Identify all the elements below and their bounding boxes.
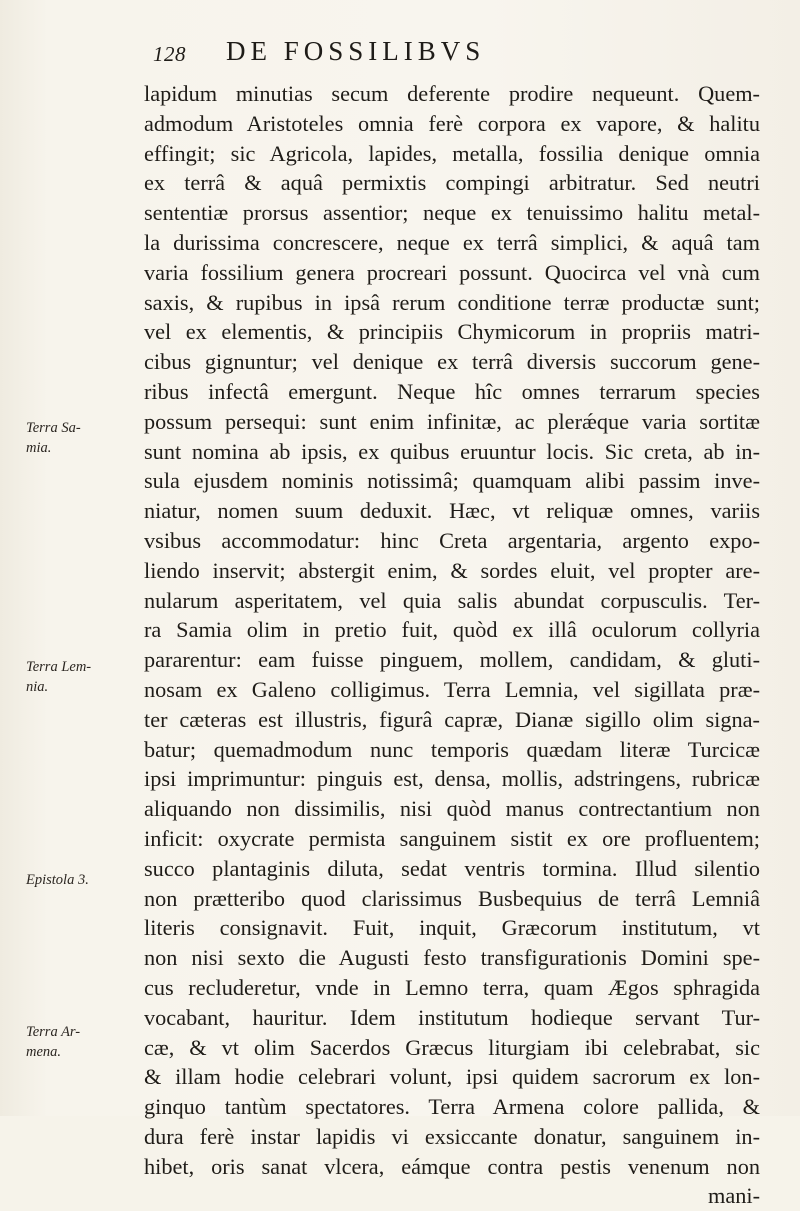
margin-note-epistola [26,870,140,890]
margin-note-line: Epistola 3. [26,872,89,888]
text-line: dura ferè instar lapidis vi exsiccante donatur, sanguinem in- [144,1123,760,1149]
text-line: liendo inservit; abstergit enim, & sordes eluit, vel propter are- [144,557,760,583]
margin-note-line: mena. [26,1044,62,1060]
text-line: nosam ex Galeno colligimus. Terra Lemnia, vel sigillata præ- [144,676,760,702]
text-line: succo plantaginis diluta, sedat ventris tormina. Illud silentio [144,855,760,881]
text-line: lapidum minutias secum deferente prodire nequeunt. Quem- [144,81,760,106]
text-line: nularum asperitatem, vel quia salis abundat corpusculis. Ter- [144,587,760,613]
text-line: ter cæteras est illustris, figurâ capræ, Dianæ sigillo olim signa- [144,706,760,732]
text-line: ra Samia olim in pretio fuit, quòd ex illâ oculorum collyria [144,617,760,643]
text-line: ginquo tantùm spectatores. Terra Armena colore pallida, & [144,1094,760,1120]
text-line: vocabant, hauritur. Idem institutum hodieque servant Tur- [144,1004,760,1030]
text-line: ribus infectâ emergunt. Neque hîc omnes terrarum species [144,378,760,404]
text-line: cibus gignuntur; vel denique ex terrâ diversis succorum gene- [144,349,760,375]
margin-note-line: Terra Ar- [26,1024,81,1040]
text-line: la durissima concrescere, neque ex terrâ simplici, & aquâ tam [144,229,760,255]
text-line: sententiæ prorsus assentior; neque ex tenuissimo halitu metal- [144,200,760,226]
text-line: admodum Aristoteles omnia ferè corpora ex vapore, & halitu [144,110,760,136]
text-line: sula ejusdem nominis notissimâ; quamquam alibi passim inve- [144,468,760,494]
text-line: varia fossilium genera procreari possunt. Quocirca vel vnà cum [144,259,760,285]
text-line: cæ, & vt olim Sacerdos Græcus liturgiam ibi celebrabat, sic [144,1034,760,1060]
page-number: 128 [153,42,186,66]
text-line: batur; quemadmodum nunc temporis quædam literæ Turcicæ [144,736,760,762]
text-line: mani- [707,1183,760,1209]
text-line: possum persequi: sunt enim infinitæ, ac plerǽque varia sortitæ [144,408,760,434]
margin-note-line: mia. [26,440,52,456]
body-text [144,79,760,1211]
text-line: ipsi imprimuntur: pinguis est, densa, mollis, adstringens, rubricæ [144,766,760,792]
text-line: non prætteribo quod clarissimus Busbequius de terrâ Lemniâ [144,885,760,911]
margin-note-terra-samia [26,418,140,458]
text-line: saxis, & rupibus in ipsâ rerum conditione terræ productæ sunt; [144,289,760,315]
text-line: niatur, nomen suum deduxit. Hæc, vt reliquæ omnes, variis [144,498,760,524]
text-line: & illam hodie celebrari volunt, ipsi quidem sacrorum ex lon- [144,1064,760,1090]
margin-notes [0,0,140,1116]
text-line: literis consignavit. Fuit, inquit, Græcorum institutum, vt [144,915,760,941]
text-line: sunt nomina ab ipsis, ex quibus eruuntur locis. Sic creta, ab in- [144,438,760,464]
text-line: effingit; sic Agricola, lapides, metalla, fossilia denique omnia [144,140,760,166]
text-line: cus recluderetur, vnde in Lemno terra, quam Ægos sphragida [144,974,760,1000]
text-line: non nisi sexto die Augusti festo transfigurationis Domini spe- [144,945,760,971]
text-line: pararentur: eam fuisse pinguem, mollem, candidam, & gluti- [144,647,760,673]
text-line: inficit: oxycrate permista sanguinem sistit ex ore profluentem; [144,825,760,851]
margin-note-terra-lemnia [26,657,140,697]
text-line: aliquando non dissimilis, nisi quòd manus contrectantium non [144,796,760,822]
text-line: vsibus accommodatur: hinc Creta argentaria, argento expo- [144,527,760,553]
margin-note-line: nia. [26,679,49,695]
margin-note-line: Terra Sa- [26,420,81,436]
text-line: hibet, oris sanat vlcera, eámque contra pestis venenum non [144,1153,760,1179]
margin-note-line: Terra Lem- [26,659,92,675]
text-line: vel ex elementis, & principiis Chymicorum in propriis matri- [144,319,760,345]
running-title: DE FOSSILIBVS [226,36,486,66]
text-line: ex terrâ & aquâ permixtis compingi arbitratur. Sed neutri [144,170,760,196]
margin-note-terra-armena [26,1022,140,1062]
